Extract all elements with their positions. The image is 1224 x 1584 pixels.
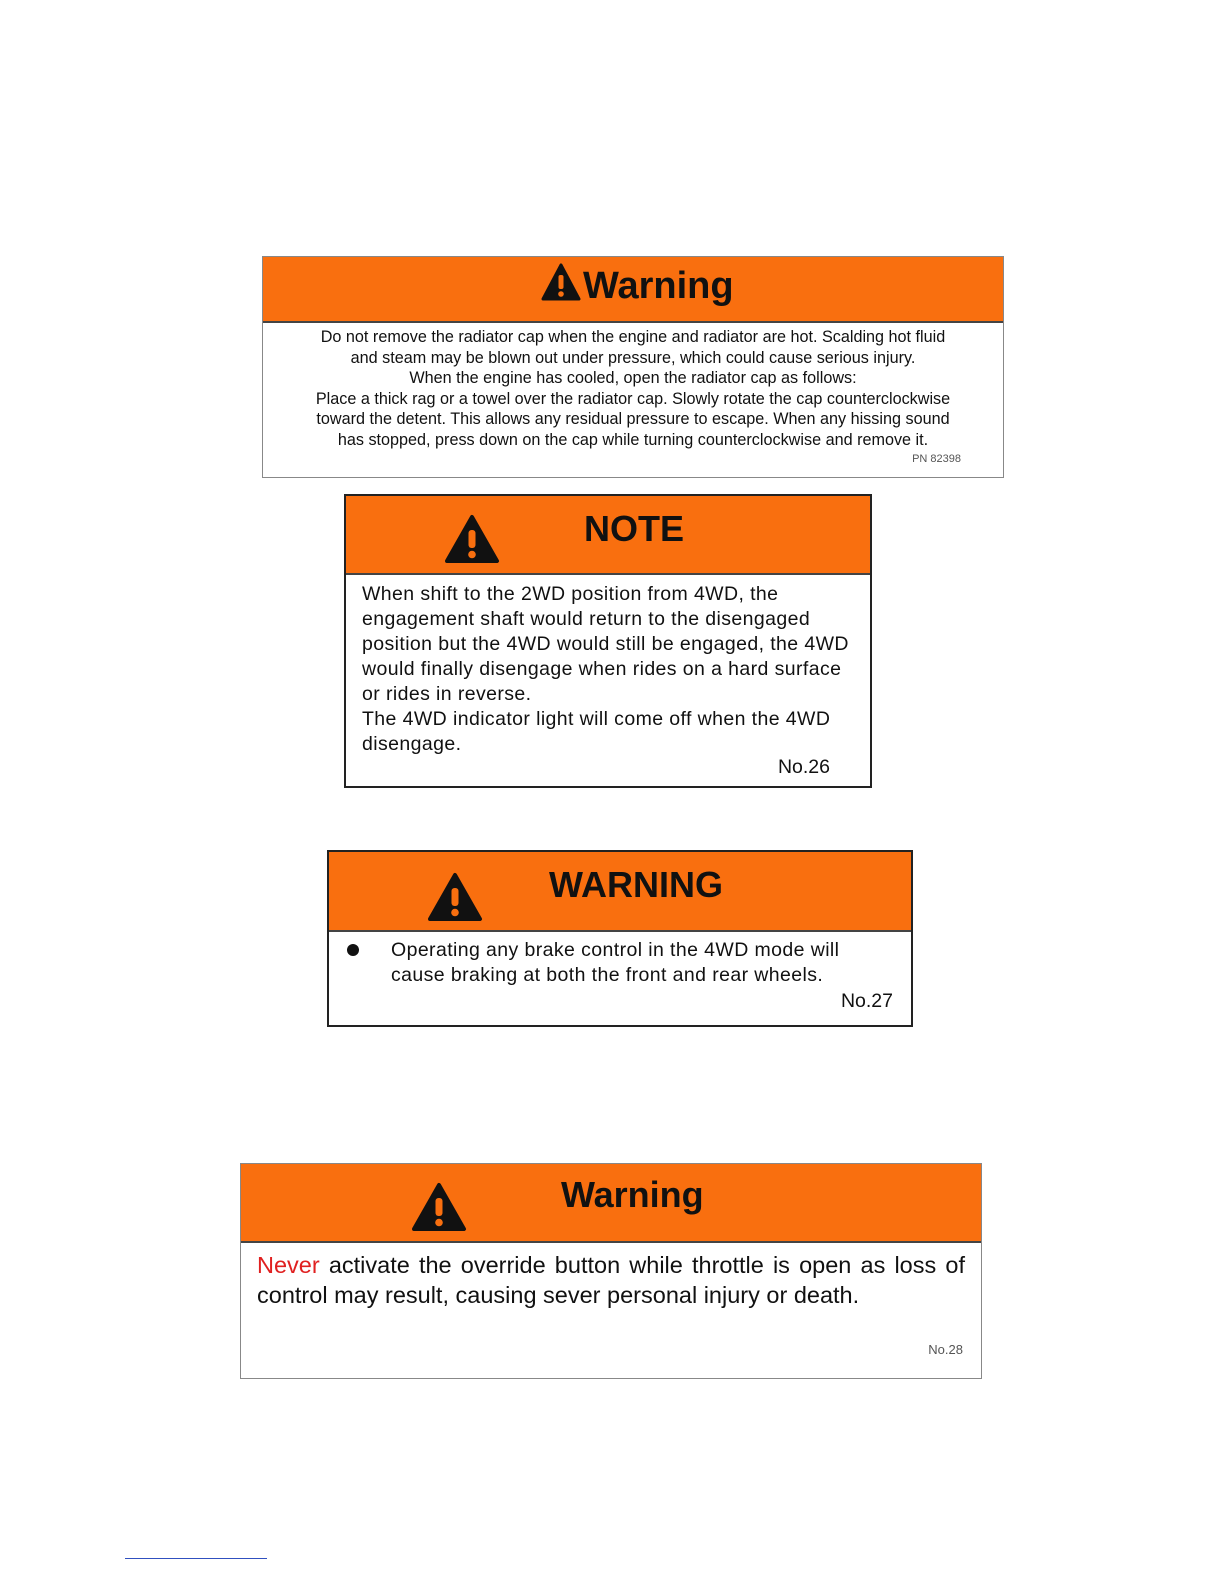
note-paragraph: When shift to the 2WD position from 4WD, the engagement shaft would return to the disengaged position but the 4WD would still be engaged, the 4WD would finally disengage when rides on a hard surface or rides in reverse. xyxy=(362,583,849,705)
note-4wd-label xyxy=(344,494,872,788)
warning-header xyxy=(241,1164,981,1243)
warning-line: toward the detent. This allows any residual pressure to escape. When any hissing sound xyxy=(316,410,950,429)
bullet-dot xyxy=(347,944,359,956)
warning-line: Do not remove the radiator cap when the engine and radiator are hot. Scalding hot fluid xyxy=(320,328,946,346)
warning-line: and steam may be blown out under pressure, which could cause serious injury. xyxy=(350,348,916,367)
note-header xyxy=(346,496,870,575)
never-emphasis: Never xyxy=(257,1252,320,1278)
warning-text: activate the override button while throttle is open as loss of control may result, causing sever personal injury or death. xyxy=(257,1252,965,1308)
warning-title: Warning xyxy=(561,1174,704,1215)
warning-line: has stopped, press down on the cap while turning counterclockwise and remove it. xyxy=(337,430,929,449)
warning-header xyxy=(263,257,1003,323)
footnote-separator xyxy=(125,1558,267,1559)
warning-line: Place a thick rag or a towel over the radiator cap. Slowly rotate the cap counterclockwise xyxy=(315,389,951,408)
warning-triangle-icon xyxy=(411,1182,467,1232)
warning-body xyxy=(275,327,991,451)
note-body xyxy=(362,582,854,757)
warning-line: When the engine has cooled, open the radiator cap as follows: xyxy=(409,369,857,388)
label-number: No.26 xyxy=(777,756,830,778)
note-title: NOTE xyxy=(584,508,685,549)
warning-triangle-icon xyxy=(541,263,581,301)
warning-triangle-icon xyxy=(444,514,500,564)
warning-title: Warning xyxy=(583,265,734,307)
radiator-cap-warning-label xyxy=(262,256,1004,478)
label-number: No.27 xyxy=(840,990,893,1012)
part-number: PN 82398 xyxy=(912,453,961,465)
brake-warning-label xyxy=(327,850,913,1027)
warning-body: Operating any brake control in the 4WD mode will cause braking at both the front and rear wheels. xyxy=(391,939,840,986)
warning-header xyxy=(329,852,911,932)
warning-triangle-icon xyxy=(427,872,483,922)
warning-title: WARNING xyxy=(549,864,723,905)
label-number: No.28 xyxy=(928,1342,963,1357)
note-paragraph: The 4WD indicator light will come off when the 4WD disengage. xyxy=(362,708,831,755)
override-warning-label xyxy=(240,1163,982,1379)
warning-body xyxy=(257,1250,965,1310)
